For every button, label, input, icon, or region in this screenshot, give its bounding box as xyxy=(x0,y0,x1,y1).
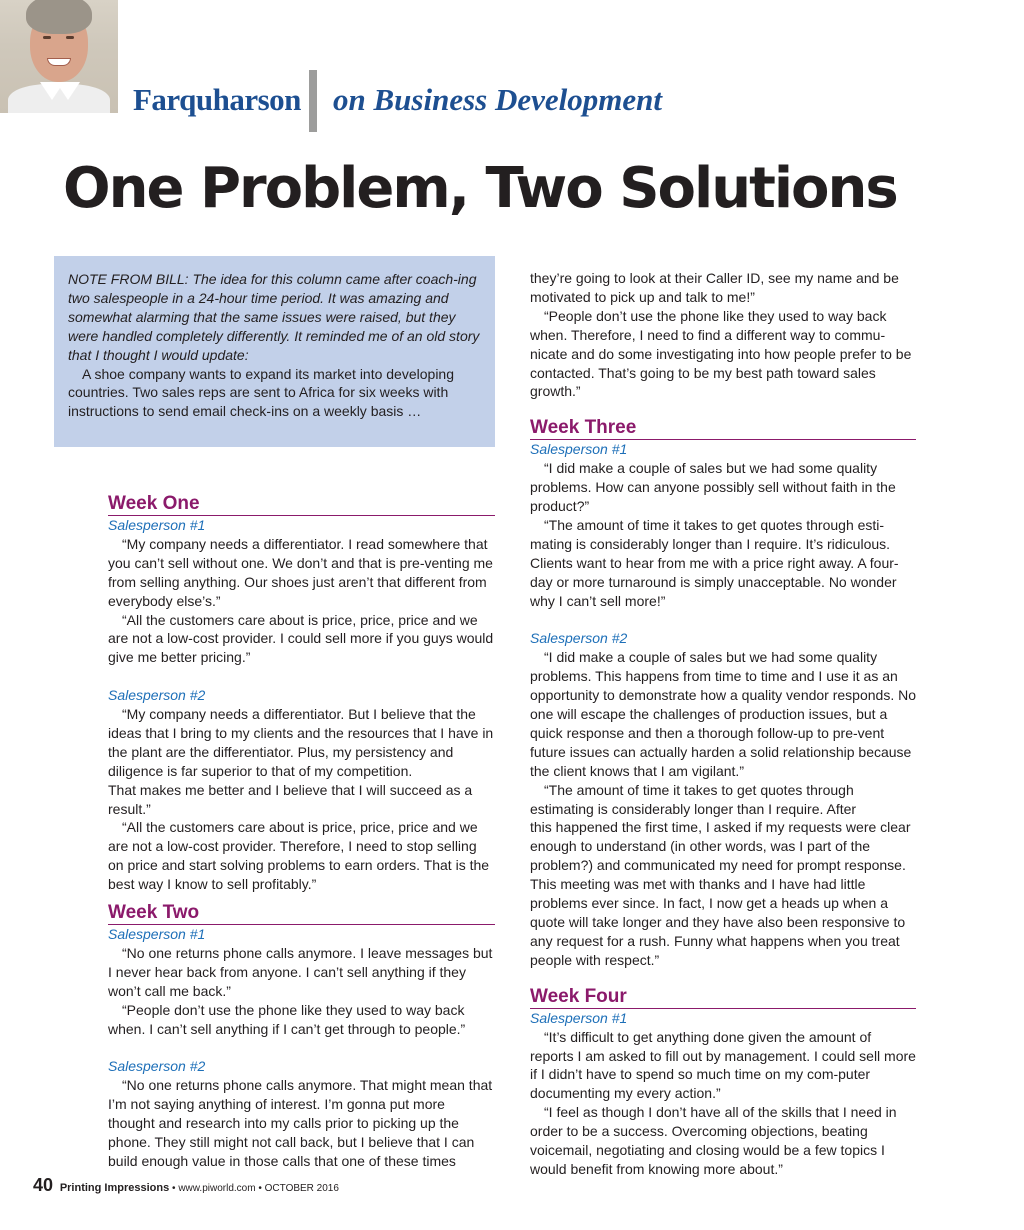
title-divider xyxy=(309,70,317,132)
paragraph: “All the customers care about is price, price, price and we are not a low-cost provider. I could sell more if you guys would give me better pricing.” xyxy=(108,611,494,666)
week-three-heading: Week Three xyxy=(530,417,916,440)
paragraph: this happened the first time, I asked if my requests were clear enough to understand (in other words, was I part of the problem?) and communicated my need for prompt response. This meeting was met with thanks and I have had little problems ever since. In fact, I now get a heads up when a quote will take longer and they have also been responsive to any request for a rush. Funny what happens when you treat people with respect.” xyxy=(530,819,911,968)
columnist-name: Farquharson xyxy=(133,82,301,117)
page-footer xyxy=(33,1175,339,1196)
note-lead: NOTE FROM BILL: The idea for this column came after coach-ing two salespeople in a 24-hour time period. It was amazing and somewhat alarming that the same issues were raised, but they were handled completely differently. It reminded me of an old story that I thought I would update: xyxy=(68,271,480,363)
week-four-heading: Week Four xyxy=(530,986,916,1009)
author-photo xyxy=(0,0,118,113)
publication-url: www.piworld.com xyxy=(178,1183,256,1194)
paragraph: “It’s difficult to get anything done given the amount of reports I am asked to fill out by management. I could sell more if I didn’t have to spend so much time on my com-puter documenting my every action.” xyxy=(530,1028,916,1102)
week-one-heading: Week One xyxy=(108,493,495,516)
editor-note-box xyxy=(54,256,495,447)
column-title: on Business Development xyxy=(333,82,662,117)
article-headline: One Problem, Two Solutions xyxy=(63,156,897,221)
paragraph: “I feel as though I don’t have all of the skills that I need in order to be a success. Overcoming objections, beating voicemail, negotiating and closing would be a few topics I would benefit from knowing more about.” xyxy=(530,1104,897,1177)
paragraph: “My company needs a differentiator. I read somewhere that you can’t sell without one. We don’t and that is pre-venting me from selling anything. Our shoes just aren’t that different from everybody else’s.” xyxy=(108,535,493,609)
publication-name: Printing Impressions xyxy=(59,1182,170,1194)
footer-separator: • xyxy=(172,1183,176,1194)
paragraph: “No one returns phone calls anymore. I leave messages but I never hear back from anyone. I can’t sell anything if they won’t call me back.” xyxy=(108,945,493,999)
salesperson-label: Salesperson #2 xyxy=(108,1058,206,1075)
issue-date: OCTOBER 2016 xyxy=(264,1183,339,1194)
paragraph: they’re going to look at their Caller ID, see my name and be motivated to pick up and talk to me!” xyxy=(530,270,899,305)
week-two-heading: Week Two xyxy=(108,902,495,925)
paragraph: “People don’t use the phone like they used to way back when. Therefore, I need to find a different way to commu-nicate and do some investigating into how people prefer to be contacted. That’s going to be my best path toward sales growth.” xyxy=(530,307,912,400)
salesperson-label: Salesperson #1 xyxy=(108,926,206,943)
paragraph: That makes me better and I believe that I will succeed as a result.” xyxy=(108,781,473,817)
paragraph: “My company needs a differentiator. But I believe that the ideas that I bring to my clients and the resources that I have in the plant are the differentiator. Plus, my persistency and diligence is far superior to that of my competition. xyxy=(108,706,494,779)
paragraph: “I did make a couple of sales but we had some quality problems. This happens from time to time and I use it as an opportunity to demonstrate how a quality vendor responds. No one will escape the challenges of production issues, but a quick response and then a thorough follow-up to pre-vent future issues can actually harden a solid relationship because the client knows that I am vigilant.” xyxy=(530,649,917,779)
footer-separator: • xyxy=(258,1183,262,1194)
paragraph: “All the customers care about is price, price, price and we are not a low-cost provider. Therefore, I need to stop selling on price and start solving problems to earn orders. That is the best way I know to sell profitably.” xyxy=(108,819,490,893)
right-column xyxy=(530,269,916,1179)
paragraph: “I did make a couple of sales but we had some quality problems. How can anyone possibly sell without faith in the product?” xyxy=(530,460,896,515)
paragraph: “No one returns phone calls anymore. That might mean that I’m not saying anything of interest. I’m gonna put more thought and research into my calls prior to picking up the phone. They still might not call back, but I believe that I can build enough value in those calls that one of these times xyxy=(108,1077,493,1169)
salesperson-label: Salesperson #2 xyxy=(108,687,206,704)
left-column xyxy=(108,493,495,1171)
salesperson-label: Salesperson #1 xyxy=(530,441,628,458)
paragraph: “The amount of time it takes to get quotes through esti-mating is considerably longer than I require. It’s ridiculous. Clients want to hear from me with a price right away. A four-day or more turnaround is simply unacceptable. No wonder why I can’t sell more!” xyxy=(530,516,899,609)
salesperson-label: Salesperson #2 xyxy=(530,630,628,647)
note-body: A shoe company wants to expand its market into developing countries. Two sales reps are sent to Africa for six weeks with instructions to send email check-ins on a weekly basis … xyxy=(68,365,454,420)
salesperson-label: Salesperson #1 xyxy=(108,517,206,533)
paragraph: “People don’t use the phone like they used to way back when. I can’t sell anything if I can’t get through to people.” xyxy=(108,1001,466,1037)
page-number: 40 xyxy=(33,1175,54,1195)
paragraph: “The amount of time it takes to get quotes through estimating is considerably longer than I require. After xyxy=(530,781,857,817)
salesperson-label: Salesperson #1 xyxy=(530,1009,628,1026)
